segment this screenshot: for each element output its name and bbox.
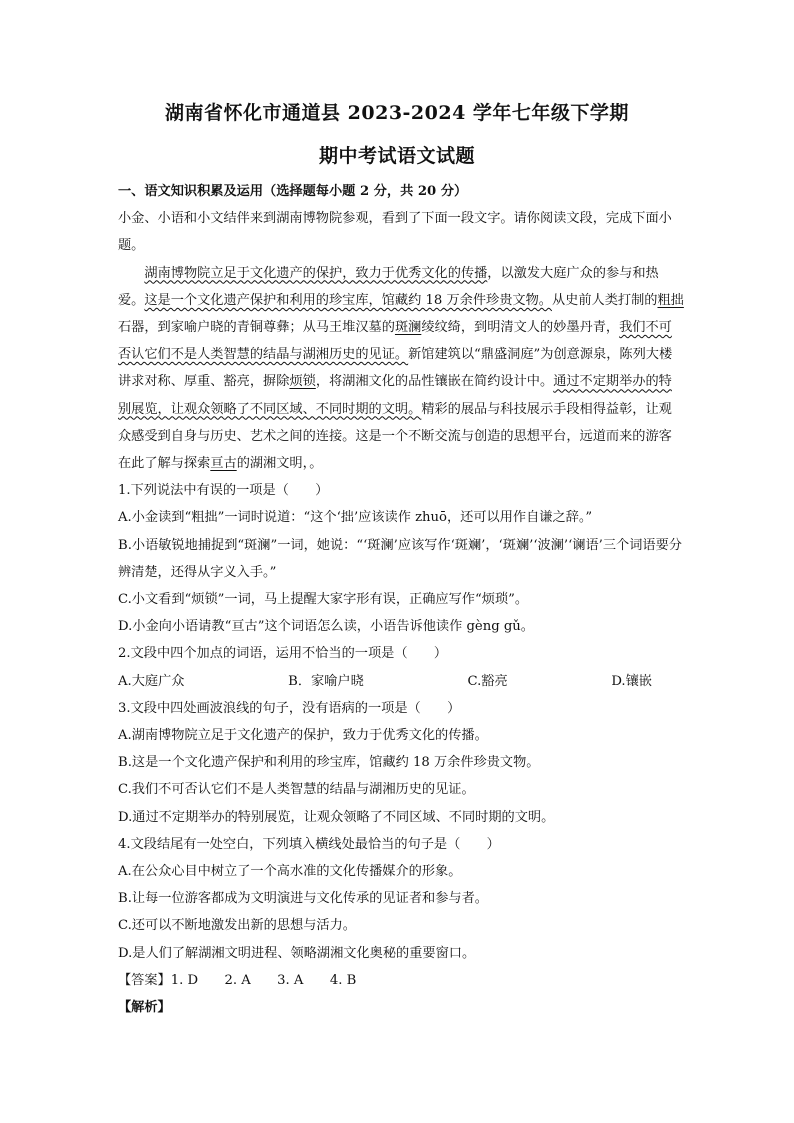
- passage-text: 精彩的展品与科技展示手段相得益彰，让观众感受到自身与历史、艺术之间的连接。这是一个不断交流与创造的思想平台，远道而来的游客在此了解与探索: [118, 401, 672, 472]
- question-1-stem: 1.下列说法中有误的一项是（ ）: [118, 483, 329, 499]
- question-3-option-d: D.通过不定期举办的特别展览，让观众领略了不同区域、不同时期的文明。: [118, 809, 555, 825]
- question-1-option-d: D.小金向小语请教“亘古”这个词语怎么读，小语告诉他读作 gèng gǔ。: [118, 619, 534, 635]
- question-2-option-c: C.豁亮: [467, 673, 508, 689]
- passage-text: 石器，到家喻户晓的青铜尊彝；从马王堆汉墓的: [118, 320, 395, 336]
- question-2-stem: 2.文段中四个加点的词语，运用不恰当的一项是（ ）: [118, 646, 448, 662]
- section-heading: 一、语文知识积累及运用（选择题每小题 2 分，共 20 分）: [118, 184, 468, 199]
- underlined-word-fansuo: 烦锁: [289, 374, 316, 390]
- passage-text: ，以激发大庭广众的参与和热爱。: [118, 265, 659, 308]
- question-1-option-c: C.小文看到“烦锁”一词，马上提醒大家字形有误，正确应写作“烦琐”。: [118, 592, 529, 608]
- question-1-option-b: B.小语敏锐地捕捉到“斑澜”一词，她说：“‘斑澜’应该写作‘斑斓’，‘斑斓’‘波澜’‘谰语’三个词语要分辨清楚，还得从字义入手。”: [118, 537, 682, 580]
- passage-wavy-sentence-4: 通过不定期举办的特别展览，让观众领略了不同区域、不同时期的文明。: [118, 374, 672, 417]
- passage-text: 绫纹绮，到明清文人的妙墨丹青，: [421, 320, 620, 336]
- passage-text: ，将湖湘文化的品性镶嵌在简约设计中。: [315, 374, 554, 390]
- question-3-option-a: A.湖南博物院立足于文化遗产的保护，致力于优秀文化的传播。: [118, 728, 488, 744]
- question-3-option-b: B.这是一个文化遗产保护和利用的珍宝库，馆藏约 18 万余件珍贵文物。: [118, 755, 540, 771]
- passage-text: 新馆建筑以“鼎盛洞庭”为创意源泉，陈列大楼讲求对称、厚重、豁亮，摒除: [118, 347, 673, 390]
- question-4-option-a: A.在公众心目中树立了一个高水准的文化传播媒介的形象。: [118, 864, 462, 880]
- question-4-option-c: C.还可以不断地激发出新的思想与活力。: [118, 918, 356, 934]
- question-3-stem: 3.文段中四处画波浪线的句子，没有语病的一项是（ ）: [118, 700, 461, 716]
- question-2-option-d: D.镶嵌: [611, 673, 652, 689]
- question-2-option-a: A.大庭广众: [118, 673, 185, 689]
- question-4-option-b: B.让每一位游客都成为文明演进与文化传承的见证者和参与者。: [118, 891, 488, 907]
- question-2-options: [118, 668, 684, 695]
- document-body: [118, 178, 684, 1021]
- title-line-1: 湖南省怀化市通道县 2023-2024 学年七年级下学期: [165, 102, 629, 124]
- question-4-stem: 4.文段结尾有一处空白，下列填入横线处最恰当的句子是（ ）: [118, 836, 500, 852]
- reading-passage: [118, 260, 684, 478]
- intro-text: 小金、小语和小文结伴来到湖南博物院参观，看到了下面一段文字。请你阅读文段，完成下面小题。: [118, 211, 672, 254]
- passage-wavy-sentence-2: 这是一个文化遗产保护和利用的珍宝库，馆藏约 18 万余件珍贵文物。: [144, 292, 552, 308]
- analysis-heading: 【解析】: [118, 1000, 171, 1016]
- question-3-option-c: C.我们不可否认它们不是人类智慧的结晶与湖湘历史的见证。: [118, 782, 475, 798]
- underlined-word-cuzhuo: 粗拙: [657, 292, 684, 308]
- question-1-option-a: A.小金读到“粗拙”一词时说道：“这个‘拙’应该读作 zhuō，还可以用作自谦之辞。”: [118, 510, 593, 526]
- passage-text: 的湖湘文明，。: [236, 456, 323, 472]
- title-line-2: 期中考试语文试题: [318, 145, 475, 167]
- underlined-word-gengu: 亘古: [210, 456, 237, 472]
- passage-text: 从史前人类打制的: [551, 292, 658, 308]
- question-4-option-d: D.是人们了解湖湘文明进程、领略湖湘文化奥秘的重要窗口。: [118, 945, 476, 961]
- question-2-option-b: B．家喻户晓: [288, 673, 364, 689]
- passage-wavy-sentence-1: 湖南博物院立足于文化遗产的保护，致力于优秀文化的传播: [144, 265, 488, 281]
- answer-key: 【答案】1. D 2. A 3. A 4. B: [118, 972, 357, 988]
- underlined-word-banlan: 斑澜: [394, 320, 422, 336]
- passage-wavy-sentence-3: 我们不可否认它们不是人类智慧的结晶与湖湘历史的见证。: [118, 320, 672, 363]
